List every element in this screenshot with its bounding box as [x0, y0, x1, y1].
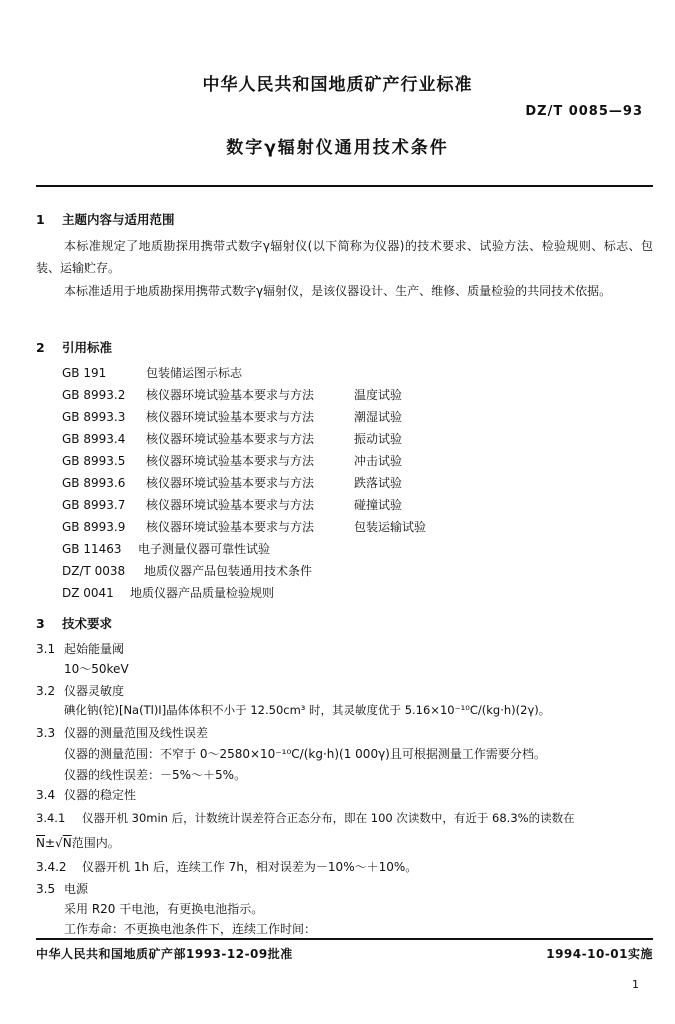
section-number: 2: [36, 340, 45, 355]
reference-item: GB 8993.7 核仪器环境试验基本要求与方法 碰撞试验: [62, 498, 403, 512]
section-title: 主题内容与适用范围: [62, 212, 175, 227]
clause-3-5-body-2: 工作寿命：不更换电池条件下，连续工作时间：: [64, 922, 317, 936]
section-title: 引用标准: [62, 340, 113, 355]
clause-3-4-1-body: 3.4.1 仪器开机 30min 后，计数统计误差符合正态分布，即在 100 次读数中，有近于 68.3%的读数在: [36, 811, 575, 825]
reference-item: GB 8993.2 核仪器环境试验基本要求与方法 温度试验: [62, 388, 403, 402]
reference-item: GB 8993.9 核仪器环境试验基本要求与方法 包装运输试验: [62, 520, 427, 534]
reference-item: GB 191 包装储运图示标志: [62, 366, 243, 380]
clause-3-4-1-continuation: $\overline{N}\pm√N$范围内。: [36, 836, 120, 850]
section-1-paragraph-2: 本标准适用于地质勘探用携带式数字γ辐射仪，是该仪器设计、生产、维修、质量检验的共同技术依据。: [64, 284, 612, 298]
reference-item: DZ 0041 地质仪器产品质量检验规则: [62, 586, 275, 600]
section-3-heading: [36, 614, 112, 632]
implementation-date: 1994-10-01实施: [546, 947, 653, 961]
section-title: 技术要求: [62, 616, 113, 631]
clause-3-4-2-body: 3.4.2 仪器开机 1h 后，连续工作 7h，相对误差为－10%～＋10%。: [36, 860, 418, 874]
clause-3-2-body: 碘化钠(铊)[Na(Tl)I]晶体体积不小于 12.50cm³ 时，其灵敏度优于 5.16×10⁻¹⁰C/(kg·h)(2γ)。: [64, 703, 551, 717]
reference-item: GB 11463 电子测量仪器可靠性试验: [62, 542, 271, 556]
clause-3-4-heading: 3.4 仪器的稳定性: [36, 788, 137, 802]
standard-code: DZ/T 0085—93: [525, 104, 643, 119]
clause-3-1-heading: 3.1 起始能量阈: [36, 642, 125, 656]
clause-3-5-body-1: 采用 R20 干电池，有更换电池指示。: [64, 902, 264, 916]
document-title: 数字γ辐射仪通用技术条件: [226, 138, 449, 158]
section-number: 3: [36, 616, 45, 631]
footer-divider: [36, 938, 653, 940]
clause-3-1-body: 10～50keV: [64, 662, 129, 676]
clause-3-3-heading: 3.3 仪器的测量范围及线性误差: [36, 726, 209, 740]
section-1-heading: [36, 210, 175, 228]
clause-3-3-body-linearity: 仪器的线性误差：－5%～＋5%。: [64, 768, 247, 782]
clause-3-3-body-range: 仪器的测量范围：不窄于 0～2580×10⁻¹⁰C/(kg·h)(1 000γ)且可根据测量工作需要分档。: [64, 747, 546, 761]
reference-item: GB 8993.3 核仪器环境试验基本要求与方法 潮湿试验: [62, 410, 403, 424]
page-number: 1: [632, 978, 639, 991]
reference-item: GB 8993.6 核仪器环境试验基本要求与方法 跌落试验: [62, 476, 403, 490]
section-number: 1: [36, 212, 45, 227]
approval-note: 中华人民共和国地质矿产部1993-12-09批准: [36, 947, 293, 961]
section-2-heading: [36, 338, 112, 356]
clause-3-2-heading: 3.2 仪器灵敏度: [36, 684, 125, 698]
header-divider: [36, 185, 653, 187]
reference-item: GB 8993.5 核仪器环境试验基本要求与方法 冲击试验: [62, 454, 403, 468]
issuing-organization: 中华人民共和国地质矿产行业标准: [202, 75, 473, 95]
section-1-paragraph-1: 本标准规定了地质勘探用携带式数字γ辐射仪(以下简称为仪器)的技术要求、试验方法、检验规则、标志、包装、运输贮存。: [36, 239, 653, 275]
reference-item: DZ/T 0038 地质仪器产品包装通用技术条件: [62, 564, 313, 578]
clause-3-5-heading: 3.5 电源: [36, 882, 89, 896]
reference-item: GB 8993.4 核仪器环境试验基本要求与方法 振动试验: [62, 432, 403, 446]
